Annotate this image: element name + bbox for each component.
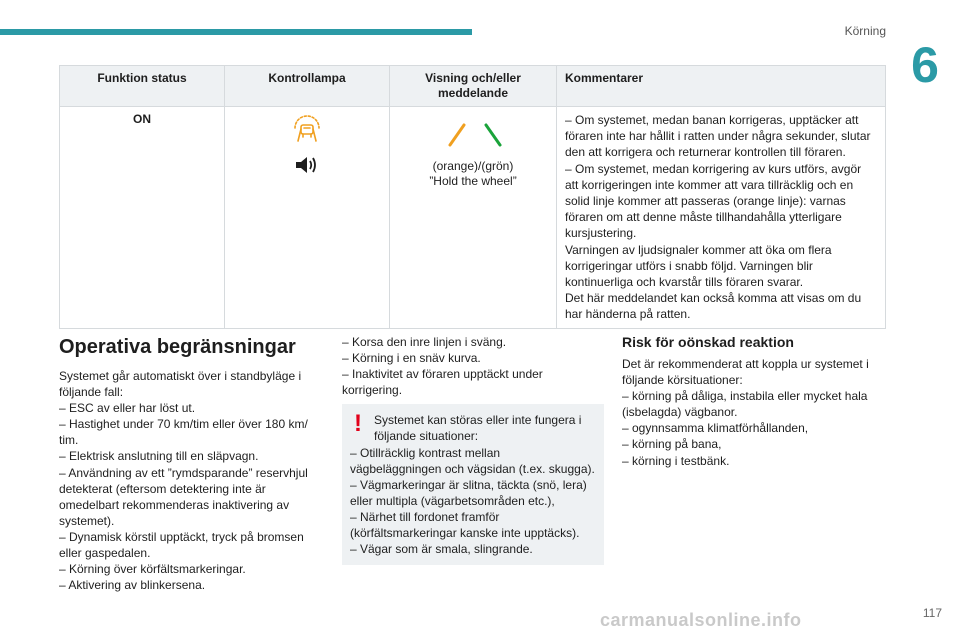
- list-item: – Dynamisk körstil upptäckt, tryck på bromsen: [59, 529, 304, 544]
- status-table: [59, 65, 886, 329]
- warning-line: (körfältsmarkeringar kanske inte upptäcks).: [350, 526, 580, 541]
- list-item: – Användning av ett ”rymdsparande” reservhjul: [59, 465, 308, 480]
- comment-line: solid linje kommer att passeras (orange linje): varnas: [565, 194, 846, 209]
- speaker-sound-icon: [294, 154, 320, 176]
- warning-box: [342, 404, 604, 565]
- comment-line: korrigeringar utförs i snabb följd. Varningen blir: [565, 258, 813, 273]
- list-item: tim.: [59, 433, 79, 448]
- warning-line: – Otillräcklig kontrast mellan: [350, 445, 501, 460]
- header-function-status: Funktion status: [60, 66, 225, 107]
- comment-line: – Om systemet, medan korrigering av kurs utförs, avgör: [565, 161, 862, 176]
- list-item: – Elektrisk anslutning till en släpvagn.: [59, 449, 259, 464]
- warning-header: [350, 412, 596, 444]
- warning-head-line: Systemet kan störas eller inte fungera i: [374, 413, 582, 428]
- paragraph-line: följande fall:: [59, 385, 124, 400]
- comment-line: – Om systemet, medan banan korrigeras, upptäcker att: [565, 113, 859, 127]
- list-item: – körning på bana,: [622, 437, 722, 452]
- section-title: Risk för oönskad reaktion: [622, 334, 794, 350]
- display-cell: [390, 107, 557, 329]
- comment-line: föraren om att denne måste tillhandahålla ytterligare: [565, 210, 842, 225]
- chapter-number: 6: [911, 37, 939, 93]
- list-item: – körning i testbänk.: [622, 453, 730, 468]
- section-title: Operativa begränsningar: [59, 336, 296, 358]
- comment-line: föraren inte har hållit i ratten under några sekunder, slutar: [565, 129, 871, 144]
- paragraph-line: Systemet går automatiskt över i standbyläge i: [59, 369, 302, 383]
- warning-line: – Närhet till fordonet framför: [350, 509, 500, 524]
- list-item: omedelbart rekommenderas inaktivering av: [59, 497, 290, 512]
- header-comments: Kommentarer: [557, 66, 886, 107]
- indicator-lamp-cell: [225, 107, 390, 329]
- warning-line: eller multipla (vägarbetsområden etc.),: [350, 493, 555, 508]
- comment-line: kursjustering.: [565, 226, 637, 241]
- list-item: (isbelagda) vägbanor.: [622, 405, 738, 420]
- warning-line: vägbeläggningen och vägsidan (t.ex. skugga).: [350, 461, 595, 476]
- list-item: eller gaspedalen.: [59, 546, 151, 561]
- paragraph-line: följande körsituationer:: [622, 373, 743, 388]
- list-item: – Korsa den inre linjen i sväng.: [342, 335, 507, 349]
- comment-line: kontinuerliga och kvarstår tills föraren svarar.: [565, 275, 804, 290]
- comment-line: Det här meddelandet kan också komma att visas om du: [565, 291, 862, 306]
- paragraph-line: Det är rekommenderat att koppla ur systemet i: [622, 357, 869, 371]
- table-row: [60, 107, 886, 329]
- comment-line: Varningen av ljudsignaler kommer att öka om flera: [565, 242, 832, 257]
- comment-line: den att korrigera och returnerar kontrollen till föraren.: [565, 145, 846, 160]
- table-header-row: [60, 66, 886, 107]
- list-item: – ESC av eller har löst ut.: [59, 401, 196, 416]
- list-item: – ogynnsamma klimatförhållanden,: [622, 421, 809, 436]
- list-item: – Hastighet under 70 km/tim eller över 180 km/: [59, 417, 308, 432]
- display-colors: (orange)/(grön): [432, 159, 514, 173]
- watermark: carmanualsonline.info: [600, 610, 802, 630]
- comment-line: har händerna på ratten.: [565, 307, 691, 322]
- comment-line: att korrigeringen inte kommer att vara tillräcklig och en: [565, 177, 854, 192]
- display-message: ”Hold the wheel”: [429, 174, 517, 188]
- list-item: – Aktivering av blinkersena.: [59, 578, 206, 593]
- operating-limitations-section: [59, 336, 319, 593]
- warning-line: – Vägmarkeringar är slitna, täckta (snö, lera): [350, 477, 587, 492]
- page-number: 117: [922, 606, 942, 620]
- warning-head-line: följande situationer:: [374, 429, 479, 444]
- header-indicator-lamp: Kontrollampa: [225, 66, 390, 107]
- comment-cell: [557, 107, 886, 329]
- list-item: – Inaktivitet av föraren upptäckt under: [342, 367, 543, 382]
- list-item: – körning på dåliga, instabila eller mycket hala: [622, 389, 868, 404]
- section-name: Körning: [844, 24, 886, 38]
- exclamation-icon: !: [354, 410, 362, 438]
- lane-lines-icon: [438, 120, 508, 148]
- list-item: korrigering.: [342, 383, 403, 398]
- lane-assist-warning-icon: [292, 114, 322, 144]
- list-item: detekterat (eftersom detektering inte är: [59, 481, 266, 496]
- list-item: systemet).: [59, 513, 115, 528]
- unwanted-reaction-section: [622, 334, 886, 469]
- header-accent-bar: [0, 29, 472, 35]
- header-display-message: Visning och/eller meddelande: [390, 66, 557, 107]
- warning-line: – Vägar som är smala, slingrande.: [350, 542, 533, 557]
- list-item: – Körning över körfältsmarkeringar.: [59, 562, 246, 577]
- status-value: ON: [60, 107, 225, 329]
- list-item: – Körning i en snäv kurva.: [342, 351, 481, 366]
- limitations-continued-section: [342, 334, 604, 565]
